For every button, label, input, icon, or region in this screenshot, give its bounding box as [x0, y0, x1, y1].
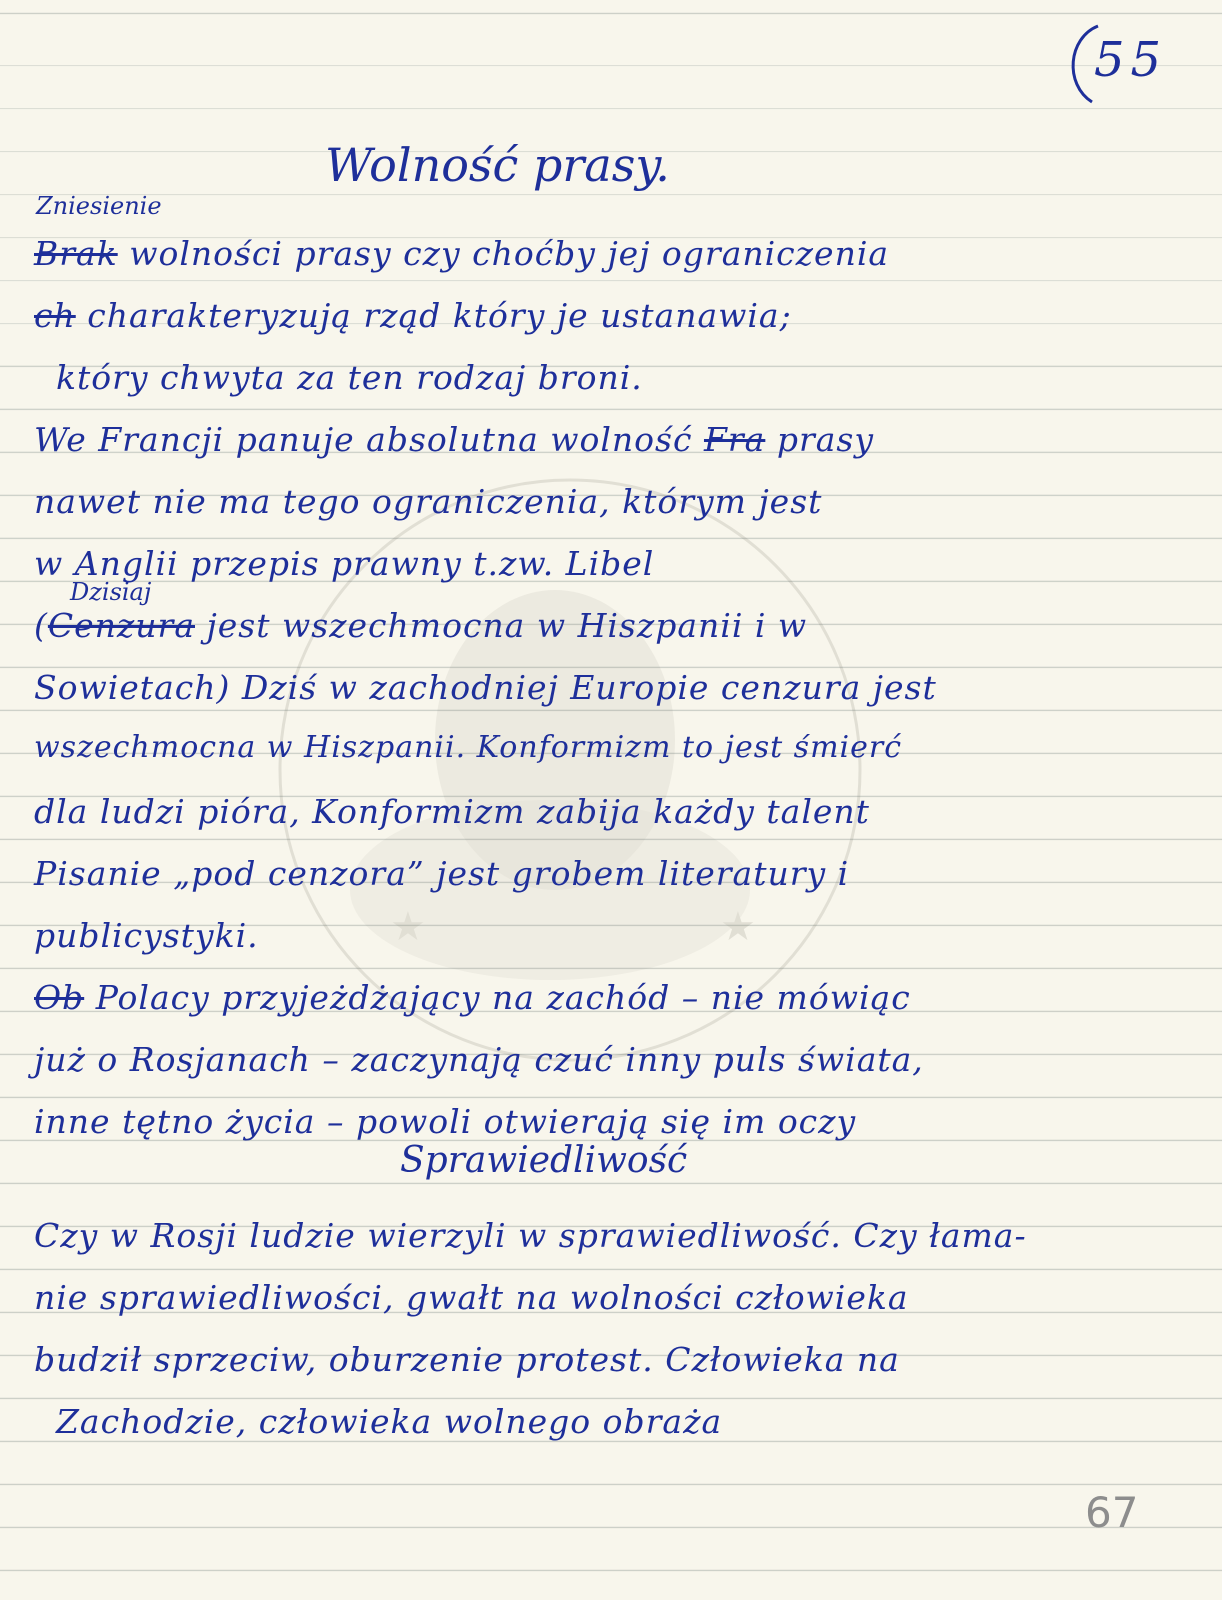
page-title: Wolność prasy.: [325, 138, 670, 192]
line-text: Pisanie „pod cenzora” jest grobem literatury i: [34, 854, 850, 893]
text-line-4: [34, 420, 874, 459]
line-text: który chwyta za ten rodzaj broni.: [56, 358, 643, 397]
line-text: Zachodzie, człowieka wolnego obraża: [56, 1402, 723, 1441]
line-text: dla ludzi pióra, Konformizm zabija każdy talent: [34, 792, 870, 831]
text-line-13: [34, 978, 911, 1017]
line-text: Sowietach) Dziś w zachodniej Europie cenzura jest: [34, 668, 937, 707]
svg-text:★: ★: [390, 904, 426, 950]
line-text: inne tętno życia – powoli otwierają się im oczy: [34, 1102, 857, 1141]
page-number: 55: [1094, 32, 1168, 88]
text-line-8: [34, 668, 937, 707]
text-line-18: [34, 1340, 900, 1379]
text-line-3: [56, 358, 643, 397]
text-line-7: (Cenzura jest wszechmocna w Hiszpanii i w: [34, 606, 808, 645]
line-text: nie sprawiedliwości, gwałt na wolności człowieka: [34, 1278, 909, 1317]
text-line-11: [34, 854, 849, 893]
line-text: Polacy przyjeżdżający na zachód – nie mówiąc: [95, 978, 911, 1017]
text-line-1: [34, 234, 889, 273]
line-text-tail: prasy: [776, 420, 874, 459]
line-text: nawet nie ma tego ograniczenia, którym jest: [34, 482, 823, 521]
text-line-10: [34, 792, 870, 831]
line-text: budził sprzeciw, oburzenie protest. Człowieka na: [34, 1340, 900, 1379]
text-line-17: [34, 1278, 909, 1317]
insertion-zniesienie: Zniesienie: [36, 192, 162, 220]
text-line-19: [56, 1402, 722, 1441]
line-text: wolności prasy czy choćby jej ograniczenia: [129, 234, 890, 273]
insertion-dzisiaj: Dzisiaj: [70, 578, 152, 606]
struck-word: Cenzura: [47, 606, 195, 645]
line-text: już o Rosjanach – zaczynają czuć inny puls świata,: [34, 1040, 924, 1079]
text-line-6: [34, 544, 654, 583]
struck-word: Ob: [34, 978, 85, 1017]
text-line-12: [34, 916, 259, 955]
text-line-15: [34, 1102, 856, 1141]
line-text: jest wszechmocna w Hiszpanii i w: [206, 606, 808, 645]
text-line-14: [34, 1040, 924, 1079]
text-line-9: [34, 730, 902, 765]
line-text: We Francji panuje absolutna wolność: [34, 420, 693, 459]
text-line-16: [34, 1216, 1027, 1255]
text-line-5: [34, 482, 822, 521]
struck-word: ch: [34, 296, 76, 335]
section-heading: Sprawiedliwość: [400, 1140, 688, 1181]
line-text: wszechmocna w Hiszpanii. Konformizm to jest śmierć: [34, 730, 903, 765]
page-number-circled: [1058, 18, 1178, 108]
line-text: charakteryzują rząd który je ustanawia;: [87, 296, 792, 335]
struck-word: Fra: [703, 420, 766, 459]
archive-page-number: 67: [1085, 1488, 1139, 1537]
svg-text:★: ★: [720, 904, 756, 950]
text-line-2: [34, 296, 792, 335]
line-text: publicystyki.: [34, 916, 259, 955]
line-text: Czy w Rosji ludzie wierzyli w sprawiedliwość. Czy łama-: [34, 1216, 1027, 1255]
line-text: w Anglii przepis prawny t.zw. Libel: [34, 544, 655, 583]
struck-word: Brak: [34, 234, 118, 273]
